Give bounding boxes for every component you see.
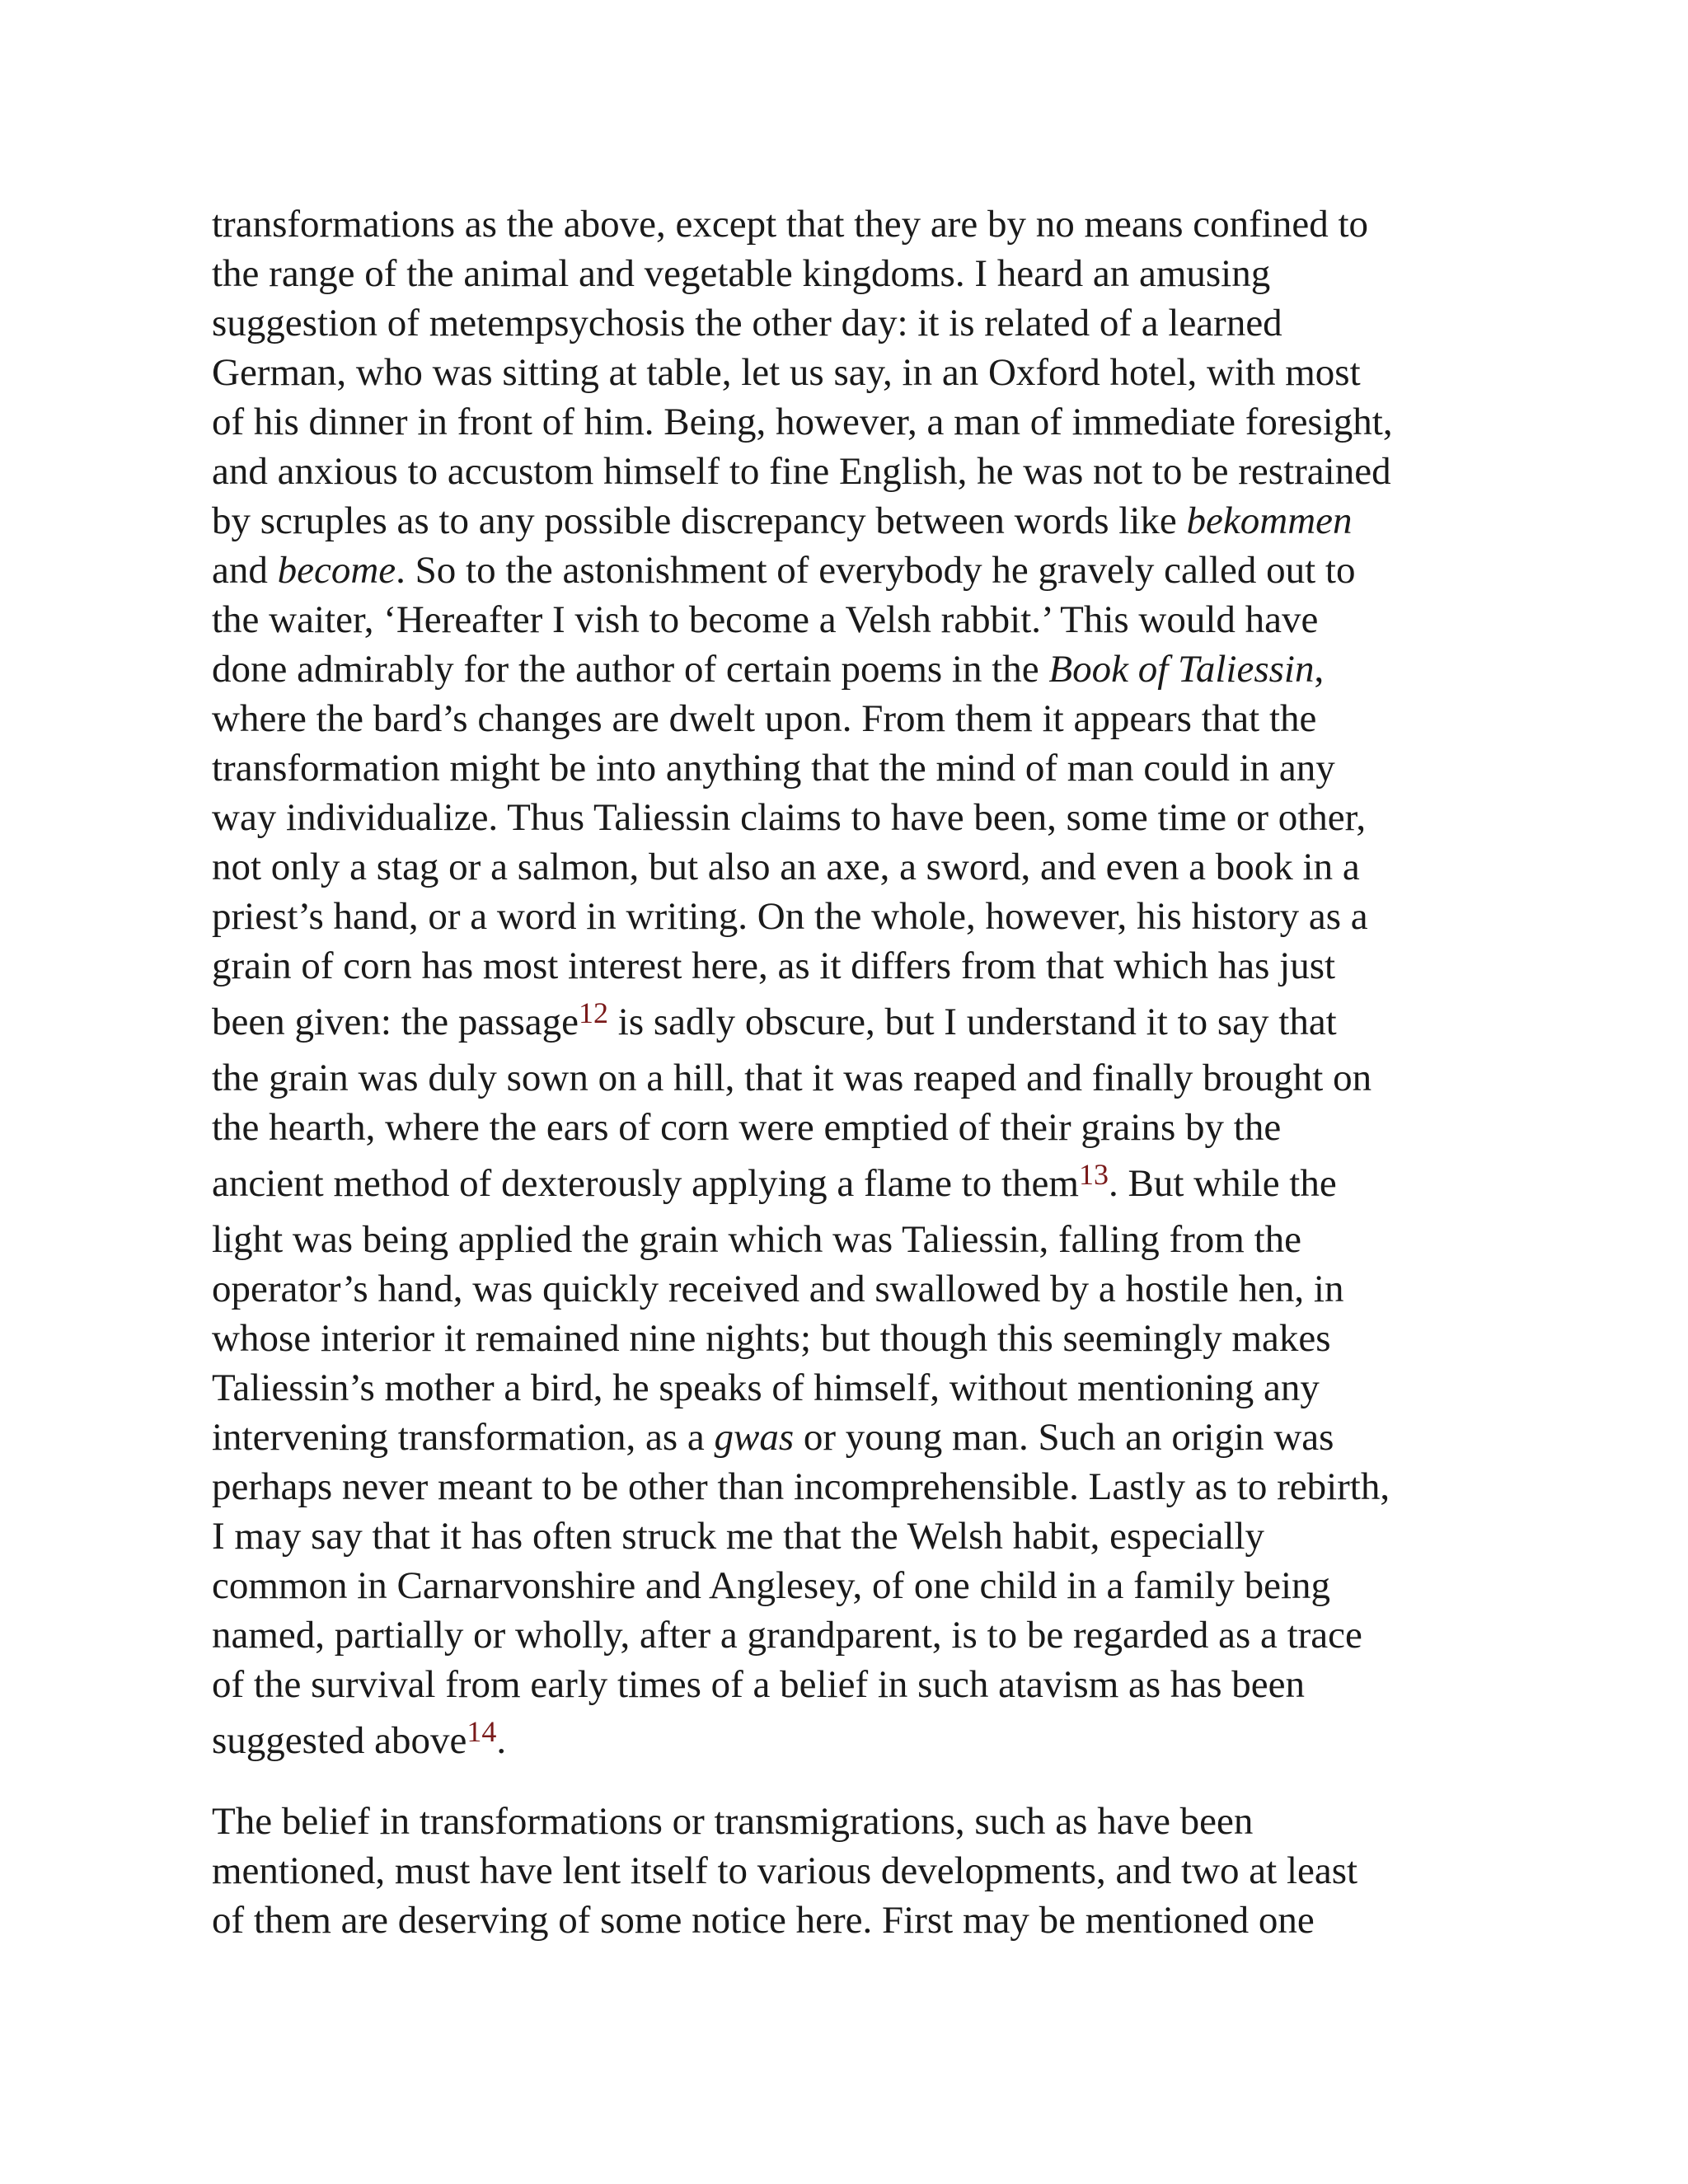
text-line bbox=[212, 397, 1531, 447]
text-run: grain of corn has most interest here, as it differs from that which has just bbox=[212, 944, 1336, 987]
text-run: of the survival from early times of a belief in such atavism as has been bbox=[212, 1663, 1306, 1706]
text-line bbox=[212, 298, 1531, 348]
text-run: and anxious to accustom himself to fine English, he was not to be restrained bbox=[212, 450, 1391, 493]
body-paragraph bbox=[212, 1797, 1531, 1945]
text-run: transformations as the above, except that they are by no means confined to bbox=[212, 203, 1369, 246]
text-line bbox=[212, 1561, 1531, 1610]
text-line bbox=[212, 1709, 1531, 1772]
text-line bbox=[212, 447, 1531, 496]
text-line bbox=[212, 496, 1531, 546]
text-line bbox=[212, 1314, 1531, 1363]
text-line bbox=[212, 1462, 1531, 1511]
text-run: whose interior it remained nine nights; but though this seemingly makes bbox=[212, 1317, 1331, 1360]
text-line bbox=[212, 1363, 1531, 1413]
text-line bbox=[212, 1846, 1531, 1896]
text-run: light was being applied the grain which was Taliessin, falling from the bbox=[212, 1218, 1301, 1261]
text-line bbox=[212, 892, 1531, 941]
italic-text: bekommen bbox=[1186, 499, 1353, 542]
text-line bbox=[212, 1511, 1531, 1561]
body-paragraph bbox=[212, 199, 1531, 1772]
text-run: or young man. Such an origin was bbox=[794, 1416, 1334, 1459]
text-run: the range of the animal and vegetable kingdoms. I heard an amusing bbox=[212, 252, 1271, 295]
text-run: , bbox=[1314, 648, 1325, 691]
text-run: operator’s hand, was quickly received and swallowed by a hostile hen, in bbox=[212, 1268, 1344, 1310]
text-line bbox=[212, 1215, 1531, 1264]
text-line bbox=[212, 644, 1531, 694]
text-line bbox=[212, 941, 1531, 991]
italic-text: Book of Taliessin bbox=[1048, 648, 1315, 691]
text-line bbox=[212, 694, 1531, 743]
text-run: by scruples as to any possible discrepancy between words like bbox=[212, 499, 1187, 542]
text-run: where the bard’s changes are dwelt upon. From them it appears that the bbox=[212, 697, 1317, 740]
text-run: mentioned, must have lent itself to various developments, and two at least bbox=[212, 1849, 1358, 1892]
text-run: Taliessin’s mother a bird, he speaks of himself, without mentioning any bbox=[212, 1366, 1320, 1409]
text-run: way individualize. Thus Taliessin claims to have been, some time or other, bbox=[212, 796, 1367, 839]
text-line bbox=[212, 743, 1531, 793]
text-run: German, who was sitting at table, let us say, in an Oxford hotel, with most bbox=[212, 351, 1361, 394]
text-run: . So to the astonishment of everybody he gravely called out to bbox=[396, 549, 1356, 592]
text-line bbox=[212, 249, 1531, 298]
text-run: intervening transformation, as a bbox=[212, 1416, 715, 1459]
text-run: named, partially or wholly, after a grandparent, is to be regarded as a trace bbox=[212, 1614, 1362, 1657]
italic-text: become bbox=[277, 549, 396, 592]
text-run: transformation might be into anything that the mind of man could in any bbox=[212, 747, 1335, 790]
text-run: the hearth, where the ears of corn were emptied of their grains by the bbox=[212, 1106, 1282, 1149]
text-run: suggestion of metempsychosis the other day: it is related of a learned bbox=[212, 302, 1282, 344]
text-line bbox=[212, 546, 1531, 595]
text-run: done admirably for the author of certain poems in the bbox=[212, 648, 1049, 691]
text-line bbox=[212, 1610, 1531, 1660]
text-run: the grain was duly sown on a hill, that it was reaped and finally brought on bbox=[212, 1057, 1372, 1099]
text-run: is sadly obscure, but I understand it to say that bbox=[608, 1001, 1337, 1043]
text-run: and bbox=[212, 549, 278, 592]
text-run: The belief in transformations or transmigrations, such as have been bbox=[212, 1800, 1254, 1843]
text-line bbox=[212, 199, 1531, 249]
text-line bbox=[212, 1660, 1531, 1709]
text-run: ancient method of dexterously applying a flame to them bbox=[212, 1162, 1079, 1205]
text-run: I may say that it has often struck me that the Welsh habit, especially bbox=[212, 1515, 1265, 1558]
text-line bbox=[212, 1103, 1531, 1152]
text-run: common in Carnarvonshire and Anglesey, of one child in a family being bbox=[212, 1564, 1331, 1607]
text-line bbox=[212, 1896, 1531, 1945]
text-line bbox=[212, 595, 1531, 644]
text-line bbox=[212, 842, 1531, 892]
footnote-link[interactable]: 12 bbox=[579, 996, 609, 1029]
text-run: not only a stag or a salmon, but also an axe, a sword, and even a book in a bbox=[212, 846, 1360, 888]
text-line bbox=[212, 1264, 1531, 1314]
text-line bbox=[212, 1152, 1531, 1215]
footnote-link[interactable]: 14 bbox=[467, 1715, 497, 1748]
text-line bbox=[212, 1053, 1531, 1103]
footnote-link[interactable]: 13 bbox=[1078, 1158, 1109, 1191]
text-run: priest’s hand, or a word in writing. On the whole, however, his history as a bbox=[212, 895, 1368, 938]
text-line bbox=[212, 348, 1531, 397]
text-run: suggested above bbox=[212, 1719, 467, 1762]
text-run: been given: the passage bbox=[212, 1001, 579, 1043]
text-line bbox=[212, 1413, 1531, 1462]
italic-text: gwas bbox=[714, 1416, 795, 1459]
text-run: . But while the bbox=[1108, 1162, 1337, 1205]
text-line bbox=[212, 1797, 1531, 1846]
text-run: of them are deserving of some notice here. First may be mentioned one bbox=[212, 1899, 1315, 1942]
text-line bbox=[212, 793, 1531, 842]
text-run: perhaps never meant to be other than incomprehensible. Lastly as to rebirth, bbox=[212, 1465, 1390, 1508]
text-run: the waiter, ‘Hereafter I vish to become a Velsh rabbit.’ This would have bbox=[212, 598, 1319, 641]
text-line bbox=[212, 991, 1531, 1053]
text-run: . bbox=[496, 1719, 507, 1762]
text-run: of his dinner in front of him. Being, however, a man of immediate foresight, bbox=[212, 401, 1393, 443]
